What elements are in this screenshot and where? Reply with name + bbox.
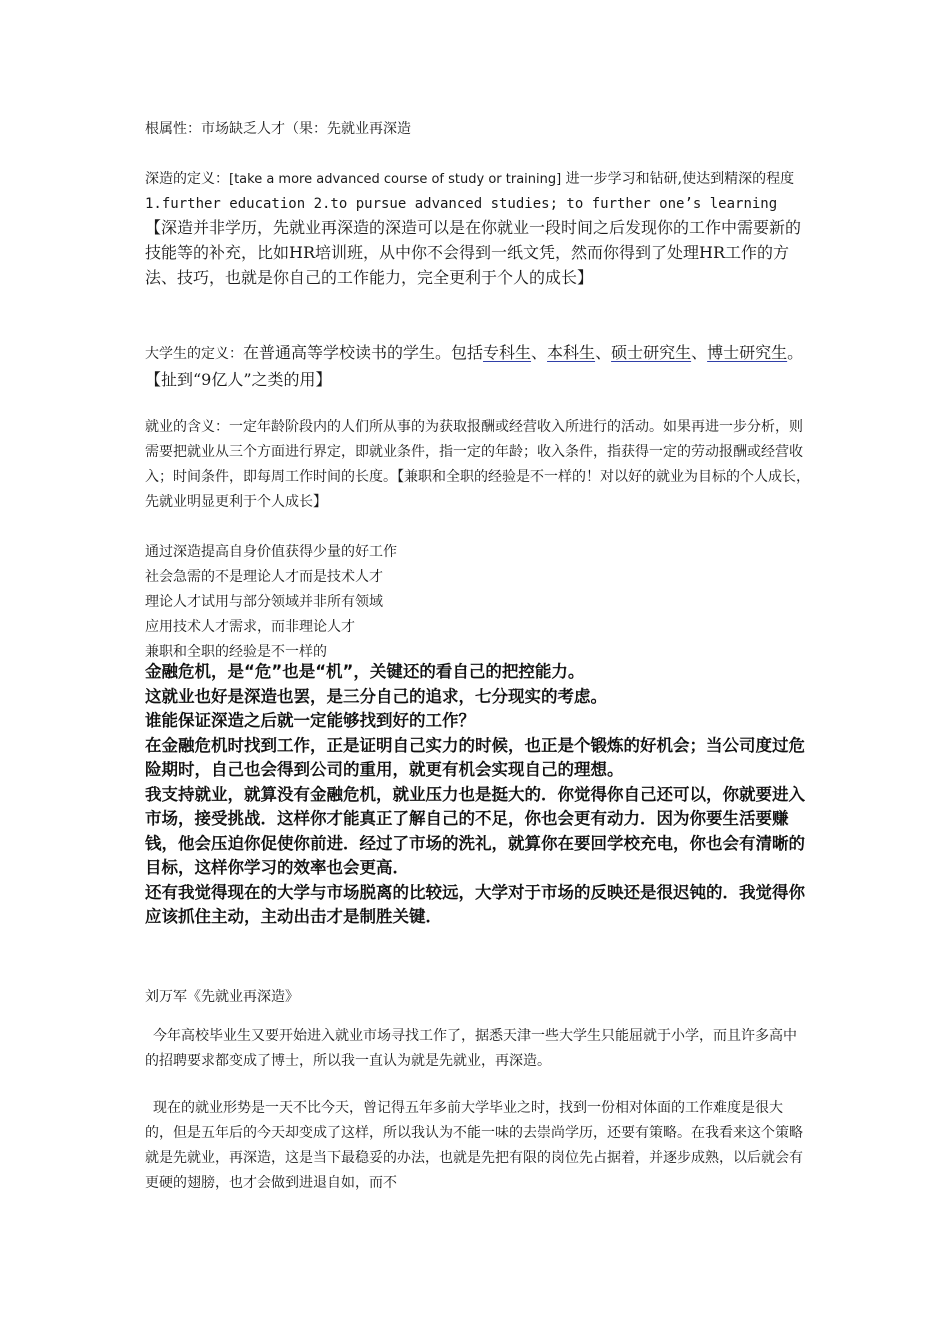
college-student-text: 在普通高等学校读书的学生。包括 <box>243 343 484 362</box>
further-study-english: [take a more advanced course of study or training] <box>229 172 562 187</box>
link-junior-college-student[interactable]: 专科生 <box>483 343 532 362</box>
root-attribute-paragraph: 根属性：市场缺乏人才（果：先就业再深造 <box>145 121 411 137</box>
list-item: 兼职和全职的经验是不一样的 <box>145 644 327 660</box>
bold-opinions <box>145 660 810 930</box>
employment-definition-paragraph: 就业的含义：一定年龄阶段内的人们所从事的为获取报酬或经营收入所进行的活动。如果再进一步分析，则需要把就业从三个方面进行界定，即就业条件，指一定的年龄；收入条件，指获得一定的劳动报酬或经营收入；时间条件，即每周工作时间的长度。【兼职和全职的经验是不一样的！对以好的就业为目标的个人成长，先就业明显更利于个人成长】 <box>145 419 810 510</box>
bold-paragraph: 这就业也好是深造也罢，是三分自己的追求，七分现实的考虑。 <box>145 686 607 706</box>
article-paragraph-2: 现在的就业形势是一天不比今天，曾记得五年多前大学毕业之时，找到一份相对体面的工作难度是很大的，但是五年后的今天却变成了这样，所以我认为不能一味的去崇尚学历，还要有策略。在我看来这个策略就是先就业，再深造，这是当下最稳妥的办法，也就是先把有限的岗位先占据着，并逐步成熟，以后就会有更硬的翅膀，也才会做到进退自如，而不 <box>145 1100 803 1191</box>
college-student-definition-paragraph <box>145 340 810 394</box>
article-author-title: 刘万军《先就业再深造》 <box>145 989 299 1005</box>
link-undergraduate[interactable]: 本科生 <box>547 343 596 362</box>
bold-paragraph: 谁能保证深造之后就一定能够找到好的工作？ <box>145 711 475 730</box>
college-student-note: 。【扯到“9亿人”之类的用】 <box>145 343 804 389</box>
list-item: 应用技术人才需求，而非理论人才 <box>145 619 355 635</box>
bold-paragraph: 在金融危机时找到工作，正是证明自己实力的时候，也正是个锻炼的好机会；当公司度过危险期时，自己也会得到公司的重用，就更有机会实现自己的理想。 <box>145 735 805 779</box>
further-study-note: 【深造并非学历，先就业再深造的深造可以是在你就业一段时间之后发现你的工作中需要新的技能等的补充，比如HR培训班，从中你不会得到一纸文凭，然而你得到了处理HR工作的方法、技巧，也就是你自己的工作能力，完全更利于个人的成长】 <box>145 218 802 287</box>
bold-paragraph: 我支持就业，就算没有金融危机，就业压力也是挺大的．你觉得你自己还可以，你就要进入市场，接受挑战．这样你才能真正了解自己的不足，你也会更有动力．因为你要生活要赚钱，他会压迫你促使你前进．经过了市场的洗礼，就算你在要回学校充电，你也会有清晰的目标，这样你学习的效率也会更高． <box>145 784 805 877</box>
bold-paragraph: 还有我觉得现在的大学与市场脱离的比较远，大学对于市场的反映还是很迟钝的．我觉得你应该抓住主动，主动出击才是制胜关键． <box>145 882 805 926</box>
points-list <box>145 540 810 665</box>
bold-paragraph: 金融危机，是“危”也是“机”，关键还的看自己的把控能力。 <box>145 662 585 681</box>
separator: 、 <box>691 343 708 362</box>
college-student-label: 大学生的定义： <box>145 346 243 362</box>
further-study-definition-paragraph <box>145 167 810 291</box>
further-study-label: 深造的定义： <box>145 171 229 187</box>
article-paragraph-1: 今年高校毕业生又要开始进入就业市场寻找工作了，据悉天津一些大学生只能屈就于小学，而且许多高中的招聘要求都变成了博士，所以我一直认为就是先就业，再深造。 <box>145 1028 797 1069</box>
link-doctoral-student[interactable]: 博士研究生 <box>707 343 788 362</box>
list-item: 社会急需的不是理论人才而是技术人才 <box>145 569 383 585</box>
link-master-student[interactable]: 硕士研究生 <box>611 343 692 362</box>
further-study-chinese: 进一步学习和钻研,使达到精深的程度 <box>561 171 795 187</box>
further-study-translation: 1.further education 2.to pursue advanced studies; to further one’s learning <box>145 196 778 212</box>
list-item: 理论人才试用与部分领域并非所有领域 <box>145 594 383 610</box>
separator: 、 <box>531 343 548 362</box>
list-item: 通过深造提高自身价值获得少量的好工作 <box>145 544 397 560</box>
separator: 、 <box>595 343 612 362</box>
